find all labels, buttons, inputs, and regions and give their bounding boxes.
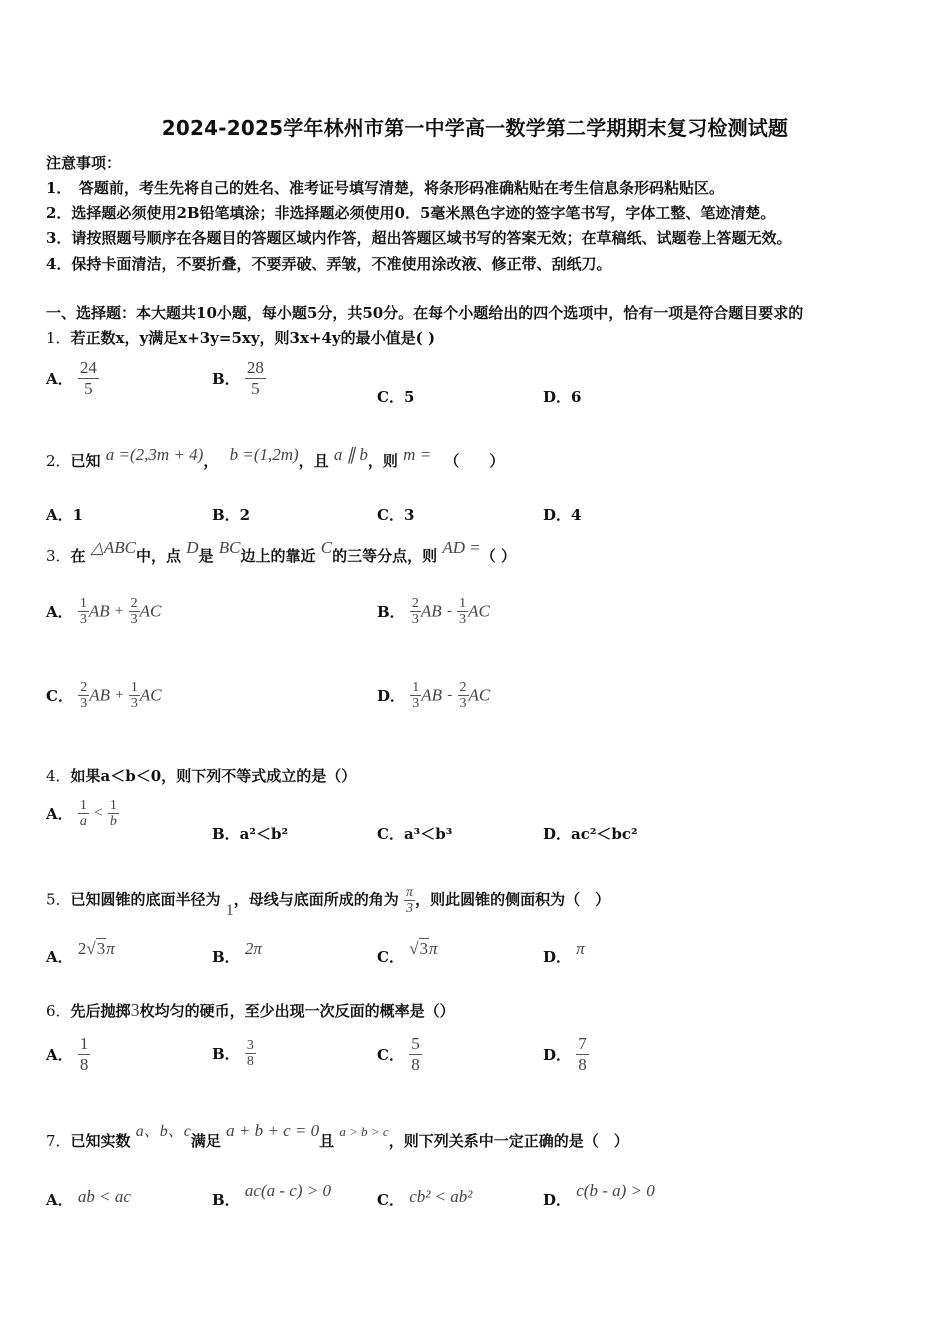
q3-option-a: A． $\frac{1}{3}$ AB + $\frac{2}{3}$ AC bbox=[46, 596, 162, 627]
q2-option-b: B．2 bbox=[212, 506, 251, 524]
q3-option-c: C． $\frac{2}{3}$ AB + $\frac{1}{3}$ AC bbox=[46, 680, 162, 711]
q4-option-b: B．a²＜b² bbox=[212, 825, 289, 843]
question-number: 1． bbox=[46, 329, 71, 347]
q2-option-d: D．4 bbox=[543, 506, 582, 524]
question-text: 若正数x，y满足x+3y=5xy，则3x+4y的最小值是( ) bbox=[70, 329, 436, 347]
fraction: $\frac{28}{5}$ bbox=[246, 358, 264, 398]
q1-option-a: A． $\frac{24}{5}$ bbox=[46, 358, 97, 398]
question-4: 4．如果a＜b＜0，则下列不等式成立的是（） bbox=[46, 767, 357, 785]
q6-option-b: B． $\frac{3}{8}$ bbox=[212, 1038, 254, 1069]
notice-item-4: 4．保持卡面清洁，不要折叠，不要弄破、弄皱，不准使用涂改液、修正带、刮纸刀。 bbox=[46, 255, 612, 273]
q1-option-c: C．5 bbox=[377, 388, 415, 406]
q2-option-c: C．3 bbox=[377, 506, 415, 524]
q5-option-b: B． 2π bbox=[212, 939, 262, 966]
q3-option-b: B． $\frac{2}{3}$ AB - $\frac{1}{3}$ AC bbox=[377, 596, 490, 627]
q5-option-d: D． π bbox=[543, 939, 585, 966]
q7-option-d: D． c(b - a) > 0 bbox=[543, 1181, 655, 1209]
q3-option-d: D． $\frac{1}{3}$ AB - $\frac{2}{3}$ AC bbox=[377, 680, 491, 711]
page-title: 2024-2025学年林州市第一中学高一数学第二学期期末复习检测试题 bbox=[161, 116, 789, 140]
question-3: 3．在 △ABC中，点 D是 BC边上的靠近 C的三等分点，则 AD =（ ） bbox=[46, 538, 516, 565]
q4-option-a: A． $\frac{1}{a}$ < $\frac{1}{b}$ bbox=[46, 798, 117, 829]
question-2: 2．已知 a =(2,3m + 4)， b =(1,2m)，且 a ∥ b，则 m = （ ） bbox=[46, 445, 505, 470]
q6-option-d: D． $\frac{7}{8}$ bbox=[543, 1034, 587, 1074]
q1-option-b: B． $\frac{28}{5}$ bbox=[212, 358, 264, 398]
notice-item-1: 1． 答题前，考生先将自己的姓名、准考证号填写清楚，将条形码准确粘贴在考生信息条形码粘贴区。 bbox=[46, 179, 724, 197]
notice-item-2: 2．选择题必须使用2B铅笔填涂；非选择题必须使用0．5毫米黑色字迹的签字笔书写，字体工整、笔迹清楚。 bbox=[46, 204, 776, 222]
q5-option-c: C． √3π bbox=[377, 939, 438, 966]
q4-option-d: D．ac²＜bc² bbox=[543, 825, 638, 843]
q4-option-c: C．a³＜b³ bbox=[377, 825, 453, 843]
q6-option-c: C． $\frac{5}{8}$ bbox=[377, 1034, 420, 1074]
q7-option-b: B． ac(a - c) > 0 bbox=[212, 1181, 331, 1209]
q7-option-a: A． ab < ac bbox=[46, 1187, 131, 1209]
q1-option-d: D．6 bbox=[543, 388, 582, 406]
fraction: $\frac{24}{5}$ bbox=[79, 358, 97, 398]
q5-option-a: A． 2√3π bbox=[46, 939, 115, 966]
question-6: 6．先后抛掷3枚均匀的硬币，至少出现一次反面的概率是（） bbox=[46, 1000, 455, 1020]
question-1 bbox=[46, 327, 435, 348]
q2-option-a: A．1 bbox=[46, 506, 84, 524]
question-7: 7．已知实数 a、b、c满足 a + b + c = 0且 a > b > c，则下列关系中一定正确的是（ ） bbox=[46, 1121, 629, 1150]
notice-item-3: 3．请按照题号顺序在各题目的答题区域内作答，超出答题区域书写的答案无效；在草稿纸、试题卷上答题无效。 bbox=[46, 229, 792, 247]
question-5: 5．已知圆锥的底面半径为 1，母线与底面所成的角为 $\frac{\pi}{3}$ ，则此圆锥的侧面积为（ ） bbox=[46, 885, 611, 919]
notice-heading: 注意事项： bbox=[46, 154, 122, 172]
q6-option-a: A． $\frac{1}{8}$ bbox=[46, 1034, 89, 1074]
q7-option-c: C． cb² < ab² bbox=[377, 1187, 473, 1209]
section-heading: 一、选择题：本大题共10小题，每小题5分，共50分。在每个小题给出的四个选项中，恰有一项是符合题目要求的 bbox=[46, 304, 804, 322]
